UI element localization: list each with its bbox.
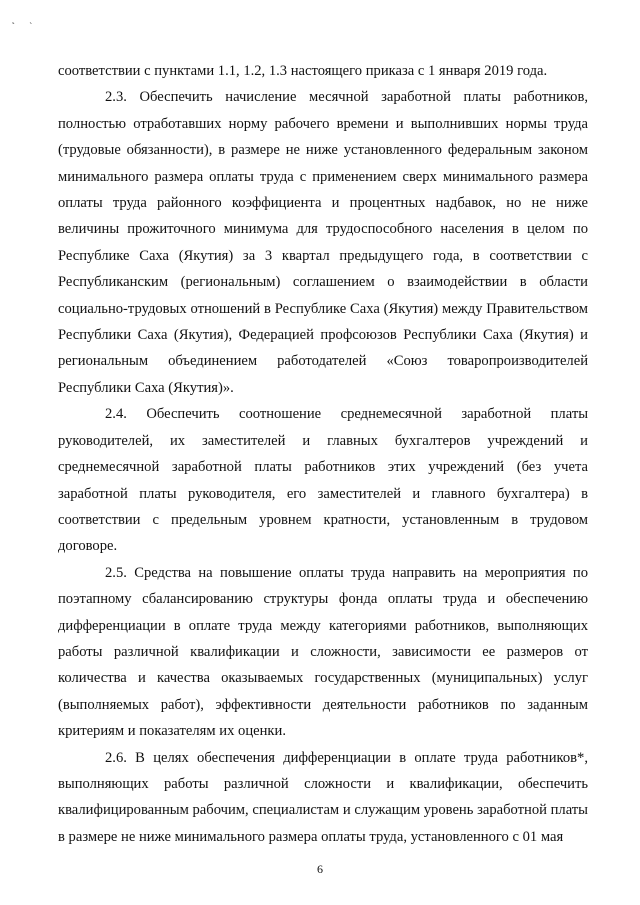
paragraph-2-5: 2.5. Средства на повышение оплаты труда направить на мероприятия по поэтапному сбалансированию структуры фонда оплаты труда и обеспечению дифференциации в оплате труда между категориями работников, выполняющих работы различной квалификации и сложности, зависимости ее размеров от количества и качества оказываемых государственных (муниципальных) услуг (выполняемых работ), эффективности деятельности работников по заданным критериям и показателям их оценки. xyxy=(58,564,588,740)
paragraph-2-4: 2.4. Обеспечить соотношение среднемесячной заработной платы руководителей, их заместителей и главных бухгалтеров учреждений и среднемесячной заработной платы работников этих учреждений (без учета заработной платы руководителя, его заместителей и главного бухгалтера) в соответствии с предельным уровнем кратности, установленным в трудовом договоре. xyxy=(58,406,588,555)
paragraph-2-6: 2.6. В целях обеспечения дифференциации в оплате труда работников*, выполняющих работы различной сложности и квалификации, обеспечить квалифицированным рабочим, специалистам и служащим уровень заработной платы в размере не ниже минимального размера оплаты труда, установленного с 01 мая xyxy=(58,749,588,845)
page-number: 6 xyxy=(317,862,323,876)
paragraph-continuation: соответствии с пунктами 1.1, 1.2, 1.3 настоящего приказа с 1 января 2019 года. xyxy=(58,63,548,79)
document-body xyxy=(58,58,588,850)
paragraph-2-3: 2.3. Обеспечить начисление месячной заработной платы работников, полностью отработавших норму рабочего времени и выполнивших нормы труда (трудовые обязанности), в размере не ниже установленного федеральным законом минимального размера оплаты труда с применением сверх минимального размера оплаты труда районного коэффициента и процентных надбавок, но не ниже величины прожиточного минимума для трудоспособного населения в целом по Республике Саха (Якутия) за 3 квартал предыдущего года, в соответствии с Республиканским (региональным) соглашением о взаимодействии в области социально-трудовых отношений в Республике Саха (Якутия) между Правительством Республики Саха (Якутия), Федерацией профсоюзов Республики Саха (Якутия) и региональным объединением работодателей «Союз товаропроизводителей Республики Саха (Якутия)». xyxy=(58,89,588,396)
scan-artifact-marks: ˛ ˎ xyxy=(12,14,39,24)
